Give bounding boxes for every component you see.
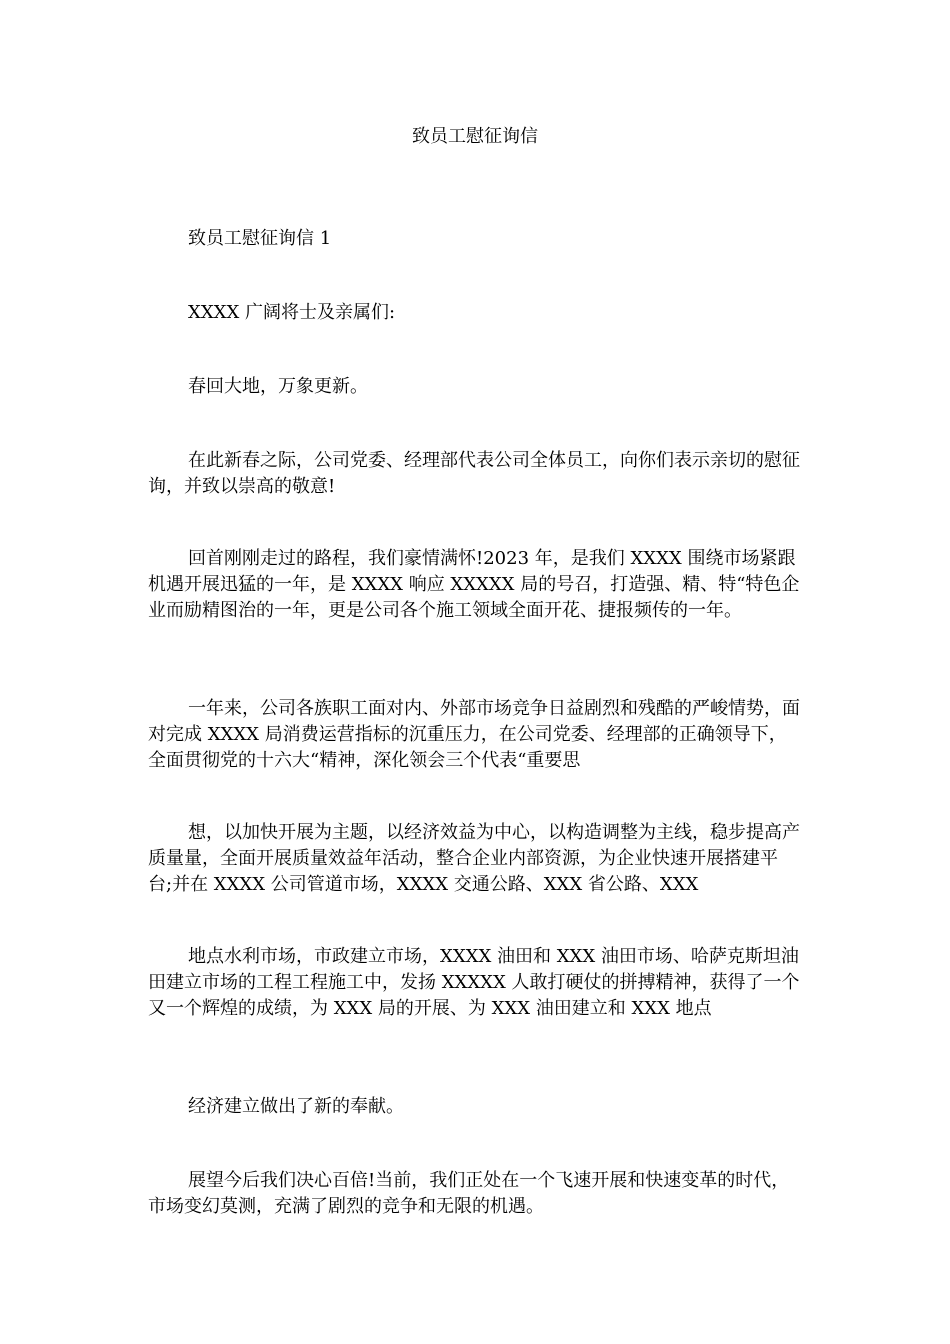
paragraph: 回首刚刚走过的路程，我们豪情满怀!2023 年，是我们 XXXX 围绕市场紧跟机遇开展迅猛的一年，是 XXXX 响应 XXXXX 局的号召，打造强、精、特“特色企业而励精图治的一年，更是公司各个施工领域全面开花、捷报频传的一年。 <box>148 548 800 621</box>
paragraph: 在此新春之际，公司党委、经理部代表公司全体员工，向你们表示亲切的慰征询，并致以崇高的敬意! <box>148 450 800 497</box>
paragraph: 经济建立做出了新的奉献。 <box>188 1096 404 1117</box>
paragraph: 春回大地，万象更新。 <box>188 376 368 397</box>
paragraph: 展望今后我们决心百倍!当前，我们正处在一个飞速开展和快速变革的时代，市场变幻莫测，充满了剧烈的竞争和无限的机遇。 <box>148 1170 790 1217</box>
paragraph: 地点水利市场，市政建立市场，XXXX 油田和 XXX 油田市场、哈萨克斯坦油田建立市场的工程工程施工中，发扬 XXXXX 人敢打硬仗的拼搏精神，获得了一个又一个辉煌的成绩，为 XXX 局的开展、为 XXX 油田建立和 XXX 地点 <box>148 946 800 1019</box>
document-title: 致员工慰征询信 <box>412 126 538 147</box>
paragraph-salutation: XXXX 广阔将士及亲属们: <box>188 302 396 323</box>
paragraph-heading: 致员工慰征询信 1 <box>188 228 332 249</box>
paragraph: 一年来，公司各族职工面对内、外部市场竞争日益剧烈和残酷的严峻情势，面对完成 XXXX 局消费运营指标的沉重压力，在公司党委、经理部的正确领导下，全面贯彻党的十六大“精神，深化领会三个代表“重要思 <box>148 698 800 771</box>
paragraph: 想，以加快开展为主题，以经济效益为中心，以构造调整为主线，稳步提高产质量量，全面开展质量效益年活动，整合企业内部资源，为企业快速开展搭建平台;并在 XXXX 公司管道市场，XXXX 交通公路、XXX 省公路、XXX <box>148 822 800 895</box>
